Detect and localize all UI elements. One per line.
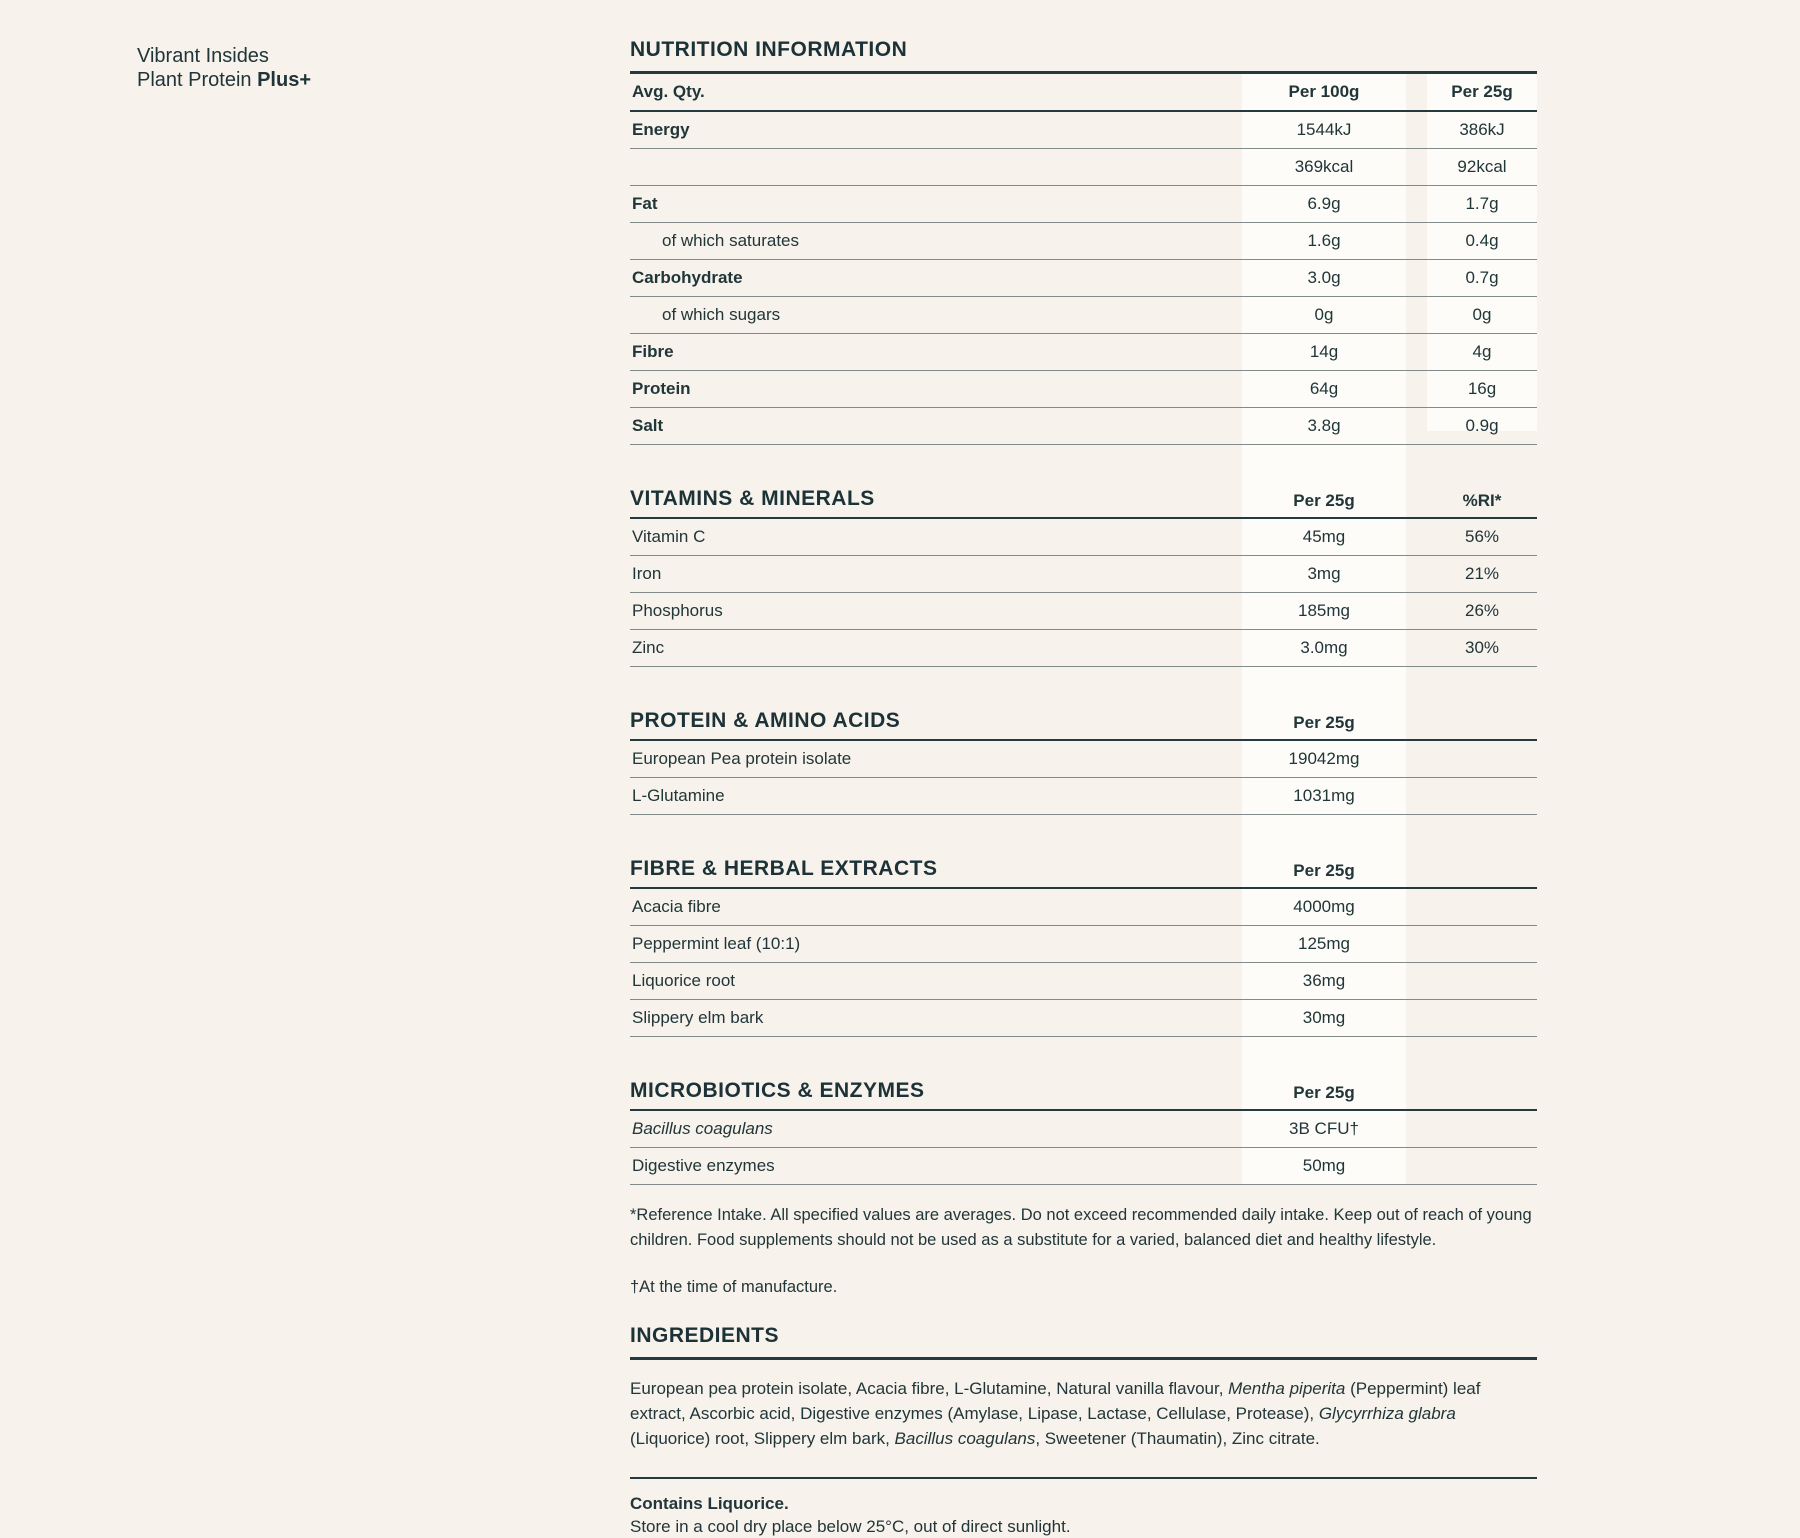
header-ri: %RI* xyxy=(1462,491,1502,510)
ingredients-paragraph xyxy=(630,1376,1537,1451)
product-name-bold: Plus+ xyxy=(257,69,311,91)
row-label: Vitamin C xyxy=(632,527,706,546)
section-title: MICROBIOTICS & ENZYMES xyxy=(630,1079,925,1102)
row-value-per25g: 0.9g xyxy=(1465,416,1499,435)
header-per100g: Per 100g xyxy=(1288,82,1360,101)
microbiotics-enzymes-section xyxy=(630,1061,1537,1185)
table-row xyxy=(630,297,1537,334)
row-value-per100g: 0g xyxy=(1314,305,1334,324)
table-row xyxy=(630,519,1537,556)
product-name xyxy=(137,68,311,92)
table-header-row xyxy=(630,74,1537,112)
row-value-ri: 30% xyxy=(1464,638,1500,657)
ingredients-latin-name: Glycyrrhiza glabra xyxy=(1318,1404,1456,1423)
header-per25g: Per 25g xyxy=(1293,491,1355,510)
ingredients-latin-name: Bacillus coagulans xyxy=(894,1429,1036,1448)
row-label: Liquorice root xyxy=(632,971,736,990)
ingredients-text: European pea protein isolate, Acacia fibre, L-Glutamine, Natural vanilla flavour, xyxy=(630,1379,1229,1398)
table-row xyxy=(630,1148,1537,1185)
row-value-per25g: 16g xyxy=(1467,379,1497,398)
row-value-per100g: 1.6g xyxy=(1307,231,1341,250)
row-label: European Pea protein isolate xyxy=(632,749,852,768)
row-value-per25g: 1031mg xyxy=(1293,786,1355,805)
row-value-per100g: 64g xyxy=(1309,379,1339,398)
ingredients-section xyxy=(630,1324,1537,1479)
ingredients-text: (Liquorice) root, Slippery elm bark, xyxy=(630,1429,895,1448)
manufacture-footnote: †At the time of manufacture. xyxy=(630,1278,838,1296)
row-value-per25g: 19042mg xyxy=(1288,749,1360,768)
row-label: L-Glutamine xyxy=(632,786,725,805)
ingredients-latin-name: Mentha piperita xyxy=(1228,1379,1346,1398)
table-row xyxy=(630,556,1537,593)
row-value-per25g: 3B CFU† xyxy=(1289,1119,1359,1138)
row-label: Phosphorus xyxy=(632,601,723,620)
row-value-per25g: 1.7g xyxy=(1465,194,1499,213)
table-row xyxy=(630,963,1537,1000)
table-row xyxy=(630,149,1537,186)
tables-wrap xyxy=(630,38,1537,1185)
allergen-warning: Contains Liquorice. xyxy=(630,1494,789,1513)
divider-rule xyxy=(630,1477,1537,1479)
row-label: of which sugars xyxy=(662,305,781,324)
row-value-per100g: 369kcal xyxy=(1294,157,1354,176)
row-value-per25g: 125mg xyxy=(1298,934,1350,953)
header-per25g: Per 25g xyxy=(1293,1083,1355,1102)
label-main-column xyxy=(630,38,1537,1538)
storage-instructions: Store in a cool dry place below 25°C, out of direct sunlight. xyxy=(630,1517,1071,1536)
table-row xyxy=(630,926,1537,963)
row-value-per100g: 3.8g xyxy=(1307,416,1341,435)
vitamins-minerals-section xyxy=(630,469,1537,667)
table-row xyxy=(630,593,1537,630)
storage-block xyxy=(630,1492,1537,1538)
row-label: Fibre xyxy=(632,342,674,361)
row-value-per25g: 0.7g xyxy=(1465,268,1499,287)
brand-name: Vibrant Insides xyxy=(137,45,269,67)
row-label: of which saturates xyxy=(662,231,800,250)
section-header-row xyxy=(630,469,1537,519)
table-row xyxy=(630,630,1537,667)
brand-block xyxy=(137,44,311,92)
row-label: Peppermint leaf (10:1) xyxy=(632,934,801,953)
section-header-row xyxy=(630,691,1537,741)
reference-intake-footnote: *Reference Intake. All specified values are averages. Do not exceed recommended daily intake. Keep out of reach of young children. Food supplements should not be used as a substitute for a varied, balanced diet and healthy lifestyle. xyxy=(630,1206,1532,1249)
row-label: Fat xyxy=(632,194,658,213)
table-row xyxy=(630,371,1537,408)
ingredients-text: , Sweetener (Thaumatin), Zinc citrate. xyxy=(1035,1429,1320,1448)
row-value-per25g: 0.4g xyxy=(1465,231,1499,250)
row-value-per25g: 92kcal xyxy=(1457,157,1507,176)
row-value-per25g: 3.0mg xyxy=(1300,638,1348,657)
row-label: Bacillus coagulans xyxy=(632,1119,773,1138)
row-value-per25g: 4g xyxy=(1472,342,1492,361)
row-value-per25g: 36mg xyxy=(1302,971,1346,990)
table-row xyxy=(630,260,1537,297)
table-row xyxy=(630,223,1537,260)
row-value-per100g: 1544kJ xyxy=(1296,120,1352,139)
row-value-per25g: 50mg xyxy=(1302,1156,1346,1175)
row-value-ri: 26% xyxy=(1464,601,1500,620)
nutrition-information-section xyxy=(630,38,1537,445)
header-per25g: Per 25g xyxy=(1293,861,1355,880)
product-name-regular: Plant Protein xyxy=(137,69,258,91)
header-label: Avg. Qty. xyxy=(632,82,705,101)
fibre-herbal-extracts-section xyxy=(630,839,1537,1037)
row-label: Zinc xyxy=(632,638,665,657)
row-label: Energy xyxy=(632,120,690,139)
table-row xyxy=(630,741,1537,778)
row-value-per100g: 14g xyxy=(1309,342,1339,361)
row-label: Iron xyxy=(632,564,662,583)
row-value-per100g: 6.9g xyxy=(1307,194,1341,213)
table-row xyxy=(630,186,1537,223)
row-value-per25g: 0g xyxy=(1472,305,1492,324)
row-value-per25g: 3mg xyxy=(1307,564,1341,583)
row-value-per25g: 185mg xyxy=(1298,601,1350,620)
row-label: Protein xyxy=(632,379,691,398)
section-title: PROTEIN & AMINO ACIDS xyxy=(630,709,901,732)
row-value-per25g: 30mg xyxy=(1302,1008,1346,1027)
section-title: VITAMINS & MINERALS xyxy=(630,487,875,510)
table-row xyxy=(630,1000,1537,1037)
table-row xyxy=(630,334,1537,371)
header-per25g: Per 25g xyxy=(1451,82,1513,101)
row-value-per25g: 4000mg xyxy=(1293,897,1355,916)
row-value-per100g: 3.0g xyxy=(1307,268,1341,287)
table-row xyxy=(630,889,1537,926)
row-label: Slippery elm bark xyxy=(632,1008,764,1027)
row-value-per25g: 45mg xyxy=(1302,527,1346,546)
row-label: Carbohydrate xyxy=(632,268,743,287)
row-label: Salt xyxy=(632,416,664,435)
row-value-ri: 56% xyxy=(1464,527,1500,546)
row-value-ri: 21% xyxy=(1464,564,1500,583)
table-row xyxy=(630,778,1537,815)
section-title: FIBRE & HERBAL EXTRACTS xyxy=(630,857,938,880)
ingredients-text: (Peppermint) leaf extract, Ascorbic acid, Digestive enzymes (Amylase, Lipase, Lactase, Cellulase, Protease), xyxy=(630,1379,1481,1423)
ingredients-title: INGREDIENTS xyxy=(630,1324,1537,1360)
row-label: Acacia fibre xyxy=(632,897,721,916)
row-value-per25g: 386kJ xyxy=(1459,120,1505,139)
table-row xyxy=(630,408,1537,445)
table-row xyxy=(630,112,1537,149)
section-title: NUTRITION INFORMATION xyxy=(630,38,1537,74)
protein-amino-acids-section xyxy=(630,691,1537,815)
header-per25g: Per 25g xyxy=(1293,713,1355,732)
section-header-row xyxy=(630,1061,1537,1111)
table-row xyxy=(630,1111,1537,1148)
row-label: Digestive enzymes xyxy=(632,1156,775,1175)
section-header-row xyxy=(630,839,1537,889)
